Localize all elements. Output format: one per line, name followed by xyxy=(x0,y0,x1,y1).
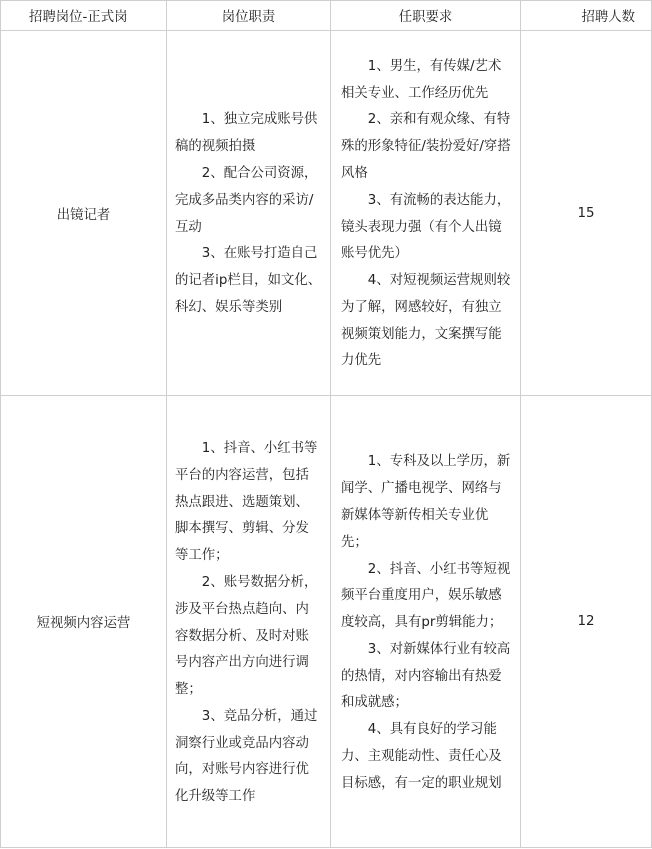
requirement-item: 2、抖音、小红书等短视频平台重度用户，娱乐敏感度较高，具有pr剪辑能力； xyxy=(341,561,511,631)
requirement-item: 1、男生，有传媒/艺术相关专业、工作经历优先 xyxy=(341,58,502,101)
table-row xyxy=(1,396,652,848)
duty-item: 1、抖音、小红书等平台的内容运营，包括热点跟进、选题策划、脚本撰写、剪辑、分发等工作； xyxy=(175,440,318,564)
header-position: 招聘岗位-正式岗 xyxy=(1,1,167,31)
duty-item: 3、在账号打造自己的记者ip栏目，如文化、科幻、娱乐等类别 xyxy=(175,246,322,315)
duties-cell xyxy=(167,396,331,848)
requirement-item: 3、对新媒体行业有较高的热情，对内容输出有热爱和成就感； xyxy=(341,641,511,711)
header-duties: 岗位职责 xyxy=(167,1,331,31)
position-name: 短视频内容运营 xyxy=(36,616,131,631)
requirement-item: 4、对短视频运营规则较为了解，网感较好，有独立视频策划能力，文案撰写能力优先 xyxy=(341,273,511,369)
header-count: 招聘人数 xyxy=(521,1,652,31)
requirements-cell xyxy=(331,31,521,396)
requirement-item: 2、亲和有观众缘、有特殊的形象特征/装扮爱好/穿搭风格 xyxy=(341,112,511,181)
position-cell xyxy=(1,31,167,396)
duty-item: 2、账号数据分析，涉及平台热点趋向、内容数据分析、及时对账号内容产出方向进行调整； xyxy=(175,574,318,698)
requirement-item: 4、具有良好的学习能力、主观能动性、责任心及目标感，有一定的职业规划 xyxy=(341,722,502,791)
duty-item: 2、配合公司资源，完成多品类内容的采访/互动 xyxy=(175,165,318,235)
requirement-item: 1、专科及以上学历，新闻学、广播电视学、网络与新媒体等新传相关专业优先； xyxy=(341,454,511,550)
table-row xyxy=(1,31,652,396)
position-cell xyxy=(1,396,167,848)
requirement-item: 3、有流畅的表达能力，镜头表现力强（有个人出镜账号优先） xyxy=(341,192,511,262)
hire-count: 15 xyxy=(577,205,595,221)
duties-cell xyxy=(167,31,331,396)
count-cell xyxy=(521,31,652,396)
hire-count: 12 xyxy=(577,614,595,629)
duty-item: 1、独立完成账号供稿的视频拍摄 xyxy=(175,112,318,155)
position-name: 出镜记者 xyxy=(56,207,111,223)
table-header-row xyxy=(1,1,652,31)
header-requirements: 任职要求 xyxy=(331,1,521,31)
count-cell xyxy=(521,396,652,848)
requirements-cell xyxy=(331,396,521,848)
duty-item: 3、竞品分析，通过洞察行业或竞品内容动向，对账号内容进行优化升级等工作 xyxy=(175,708,318,805)
